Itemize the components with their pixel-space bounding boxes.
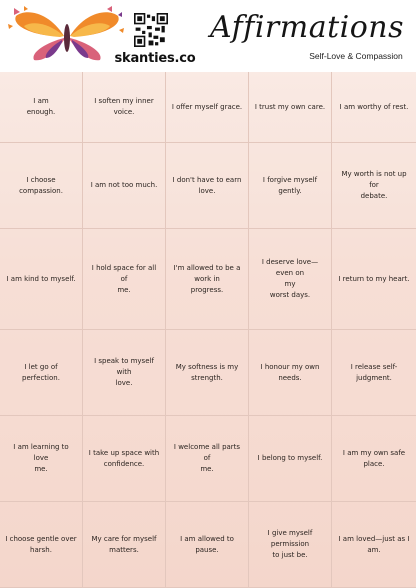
affirmation-card: I forgive myself gently. <box>249 143 332 229</box>
affirmation-card: I am allowed to pause. <box>166 502 249 588</box>
affirmation-card: My worth is not up for debate. <box>332 143 416 229</box>
affirmation-card: I am enough. <box>0 72 83 143</box>
affirmation-grid <box>0 72 416 588</box>
affirmation-card: I choose gentle over harsh. <box>0 502 83 588</box>
affirmation-card: I am kind to myself. <box>0 229 83 330</box>
affirmation-card: I am loved—just as I am. <box>332 502 416 588</box>
affirmation-card: My care for myself matters. <box>83 502 166 588</box>
affirmation-card: I speak to myself with love. <box>83 330 166 416</box>
affirmation-card: I belong to myself. <box>249 416 332 502</box>
affirmation-card: I let go of perfection. <box>0 330 83 416</box>
affirmation-card: I honour my own needs. <box>249 330 332 416</box>
page-title: Affirmations <box>209 10 405 45</box>
affirmation-card: I am worthy of rest. <box>332 72 416 143</box>
header <box>0 0 416 72</box>
affirmation-card: I deserve love—even on my worst days. <box>249 229 332 330</box>
affirmation-card: I'm allowed to be a work in progress. <box>166 229 249 330</box>
qr-code-icon[interactable] <box>134 13 168 47</box>
affirmation-card: I am not too much. <box>83 143 166 229</box>
affirmation-card: I am my own safe place. <box>332 416 416 502</box>
affirmation-card: I offer myself grace. <box>166 72 249 143</box>
affirmation-card: I don't have to earn love. <box>166 143 249 229</box>
affirmation-card: I trust my own care. <box>249 72 332 143</box>
affirmation-card: I release self- judgment. <box>332 330 416 416</box>
affirmation-card: My softness is my strength. <box>166 330 249 416</box>
affirmation-card: I soften my inner voice. <box>83 72 166 143</box>
affirmation-card: I give myself permission to just be. <box>249 502 332 588</box>
page-subtitle: Self-Love & Compassion <box>309 51 403 61</box>
affirmation-card: I choose compassion. <box>0 143 83 229</box>
site-name[interactable]: skanties.co <box>114 51 196 66</box>
affirmation-card: I hold space for all of me. <box>83 229 166 330</box>
butterfly-illustration-icon <box>4 2 130 64</box>
affirmation-card: I return to my heart. <box>332 229 416 330</box>
affirmation-card: I am learning to love me. <box>0 416 83 502</box>
affirmation-card: I take up space with confidence. <box>83 416 166 502</box>
affirmation-card: I welcome all parts of me. <box>166 416 249 502</box>
